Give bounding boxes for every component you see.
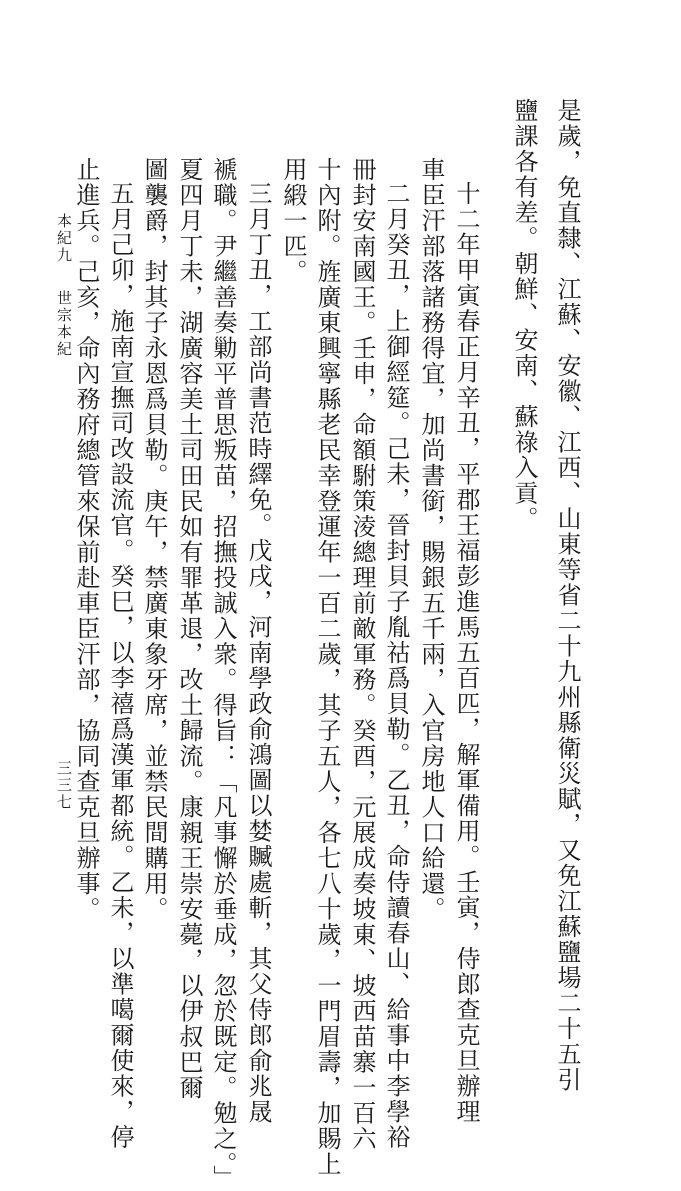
text-column-10: 褫職。尹繼善奏勦平普思叛苗，招撫投誠入衆。得旨：「凡事懈於垂成，忽於既定。勉之。」 bbox=[209, 157, 237, 1191]
text-column-7: 十內附。旌廣東興寧縣老民幸登運年一百二歲，其子五人，各七八十歲，一門眉壽，加賜上 bbox=[313, 157, 341, 1177]
text-column-3: 十二年甲寅春正月辛丑，平郡王福彭進馬五百匹，解軍備用。壬寅，侍郎查克旦辦理 bbox=[452, 181, 480, 1125]
text-column-1: 是歲，免直隸、江蘇、安徽、江西、山東等省二十九州縣衛災賦，又免江蘇鹽場二十五引 bbox=[553, 98, 581, 1093]
page-number: 三三七 bbox=[55, 760, 73, 811]
text-column-8: 用緞一匹。 bbox=[279, 157, 307, 285]
text-column-9: 三月丁丑，工部尚書范時繹免。戊戌，河南學政俞鴻圖以婪贓處斬，其父侍郎俞兆晟 bbox=[244, 181, 272, 1125]
text-column-2: 鹽課各有差。朝鮮、安南、蘇祿入貢。 bbox=[510, 98, 538, 532]
chapter-label: 本紀九 bbox=[55, 213, 73, 264]
reign-label: 世宗本紀 bbox=[55, 290, 73, 358]
text-column-13: 五月己卯，施南宣撫司改設流官。癸巳，以李禧爲漢軍都統。乙未，以準噶爾使來，停 bbox=[106, 181, 134, 1150]
text-column-11: 夏四月丁未，湖廣容美土司田民如有罪革退，改土歸流。康親王崇安薨，以伊叔巴爾 bbox=[175, 157, 203, 1101]
text-column-6: 冊封安南國王。壬申，命額駙策淩總理前敵軍務。癸酉，元展成奏坡東、坡西苗寨一百六 bbox=[348, 157, 376, 1152]
text-column-4: 車臣汗部落諸務得宜，加尚書銜，賜銀五千兩，入官房地人口給還。 bbox=[417, 157, 445, 922]
text-column-5: 二月癸丑，上御經筵。己未，晉封貝子胤祜爲貝勒。乙丑，命侍讀春山、給事中李學裕 bbox=[382, 181, 410, 1150]
text-column-12: 圖襲爵，封其子永恩爲貝勒。庚午，禁廣東象牙席，並禁民間購用。 bbox=[140, 157, 168, 922]
text-column-14: 止進兵。己亥，命內務府總管來保前赴車臣汗部，協同查克旦辦事。 bbox=[72, 157, 100, 922]
